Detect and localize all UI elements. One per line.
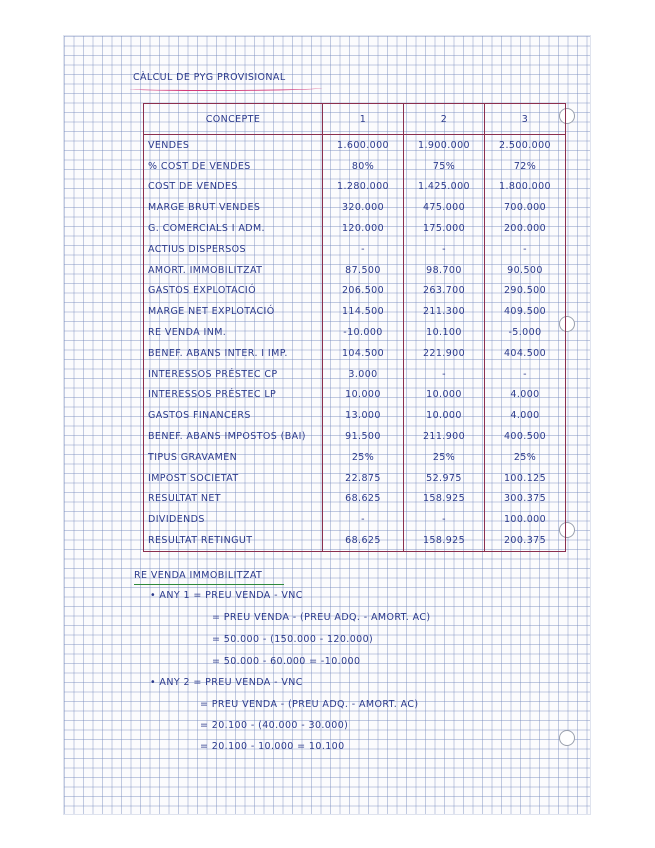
table-row xyxy=(144,197,566,218)
value-year-1: 1.280.000 xyxy=(323,177,404,198)
value-year-1: 10.000 xyxy=(323,385,404,406)
value-year-3: 409.500 xyxy=(485,301,566,322)
table-row xyxy=(144,468,566,489)
row-label: GASTOS FINANCERS xyxy=(144,405,323,426)
row-label: BENEF. ABANS INTER. I IMP. xyxy=(144,343,323,364)
value-year-3: 90.500 xyxy=(485,260,566,281)
calc-line: = 50.000 - 60.000 = -10.000 xyxy=(212,656,361,667)
row-label: RESULTAT NET xyxy=(144,489,323,510)
value-year-2: 158.925 xyxy=(404,489,485,510)
value-year-3: 290.500 xyxy=(485,281,566,302)
value-year-2: 1.425.000 xyxy=(404,177,485,198)
row-label: RESULTAT RETINGUT xyxy=(144,530,323,551)
row-label: MARGE NET EXPLOTACIÓ xyxy=(144,301,323,322)
value-year-2: 10.100 xyxy=(404,322,485,343)
table-row xyxy=(144,177,566,198)
row-label: G. COMERCIALS I ADM. xyxy=(144,218,323,239)
row-label: RE VENDA INM. xyxy=(144,322,323,343)
value-year-2: 211.300 xyxy=(404,301,485,322)
value-year-1: 68.625 xyxy=(323,530,404,551)
page-title: CÀLCUL DE PYG PROVISIONAL xyxy=(133,72,286,83)
value-year-3: 1.800.000 xyxy=(485,177,566,198)
value-year-3: 200.375 xyxy=(485,530,566,551)
row-label: INTERESSOS PRÉSTEC LP xyxy=(144,385,323,406)
header-concepte: CONCEPTE xyxy=(144,104,323,135)
header-year-3: 3 xyxy=(485,104,566,135)
value-year-1: 87.500 xyxy=(323,260,404,281)
value-year-2: 263.700 xyxy=(404,281,485,302)
table-row xyxy=(144,281,566,302)
header-year-1: 1 xyxy=(323,104,404,135)
binder-hole-icon xyxy=(559,730,575,746)
table-row xyxy=(144,322,566,343)
value-year-3: 200.000 xyxy=(485,218,566,239)
row-label: GASTOS EXPLOTACIÓ xyxy=(144,281,323,302)
value-year-3: 404.500 xyxy=(485,343,566,364)
table-row xyxy=(144,385,566,406)
value-year-2: 211.900 xyxy=(404,426,485,447)
table-row xyxy=(144,343,566,364)
value-year-3: 300.375 xyxy=(485,489,566,510)
value-year-3: 4.000 xyxy=(485,405,566,426)
table-header-row xyxy=(144,104,566,135)
value-year-2: 98.700 xyxy=(404,260,485,281)
value-year-2: 75% xyxy=(404,156,485,177)
table-row xyxy=(144,156,566,177)
header-year-2: 2 xyxy=(404,104,485,135)
value-year-2: 158.925 xyxy=(404,530,485,551)
row-label: ACTIUS DISPERSOS xyxy=(144,239,323,260)
value-year-2: - xyxy=(404,239,485,260)
value-year-2: 25% xyxy=(404,447,485,468)
value-year-2: - xyxy=(404,364,485,385)
value-year-1: 13.000 xyxy=(323,405,404,426)
calc-line: = 20.100 - (40.000 - 30.000) xyxy=(200,720,349,731)
value-year-1: - xyxy=(323,239,404,260)
value-year-1: 120.000 xyxy=(323,218,404,239)
section-underline xyxy=(134,581,284,585)
calc-line: • ANY 1 = PREU VENDA - VNC xyxy=(150,590,303,601)
value-year-1: -10.000 xyxy=(323,322,404,343)
table-row xyxy=(144,489,566,510)
value-year-1: 320.000 xyxy=(323,197,404,218)
value-year-1: 206.500 xyxy=(323,281,404,302)
table-row xyxy=(144,239,566,260)
row-label: COST DE VENDES xyxy=(144,177,323,198)
row-label: TIPUS GRAVAMEN xyxy=(144,447,323,468)
value-year-3: - xyxy=(485,239,566,260)
value-year-2: 175.000 xyxy=(404,218,485,239)
table-row xyxy=(144,509,566,530)
calc-line: • ANY 2 = PREU VENDA - VNC xyxy=(150,677,303,688)
value-year-2: 52.975 xyxy=(404,468,485,489)
row-label: % COST DE VENDES xyxy=(144,156,323,177)
value-year-3: -5.000 xyxy=(485,322,566,343)
calc-line: = 50.000 - (150.000 - 120.000) xyxy=(212,634,374,645)
value-year-1: 1.600.000 xyxy=(323,135,404,156)
table-row xyxy=(144,301,566,322)
table-row xyxy=(144,405,566,426)
value-year-3: 700.000 xyxy=(485,197,566,218)
value-year-1: 114.500 xyxy=(323,301,404,322)
section-title: RE VENDA IMMOBILITZAT xyxy=(134,570,263,581)
row-label: INTERESSOS PRÉSTEC CP xyxy=(144,364,323,385)
row-label: BENEF. ABANS IMPOSTOS (BAI) xyxy=(144,426,323,447)
calc-line: = PREU VENDA - (PREU ADQ. - AMORT. AC) xyxy=(212,612,431,623)
value-year-1: 25% xyxy=(323,447,404,468)
table-row xyxy=(144,260,566,281)
value-year-3: 400.500 xyxy=(485,426,566,447)
value-year-3: 72% xyxy=(485,156,566,177)
table-row xyxy=(144,447,566,468)
row-label: VENDES xyxy=(144,135,323,156)
calc-line: = PREU VENDA - (PREU ADQ. - AMORT. AC) xyxy=(200,699,419,710)
table-row xyxy=(144,135,566,156)
value-year-2: 10.000 xyxy=(404,405,485,426)
table-row xyxy=(144,218,566,239)
row-label: DIVIDENDS xyxy=(144,509,323,530)
row-label: AMORT. IMMOBILITZAT xyxy=(144,260,323,281)
value-year-3: 2.500.000 xyxy=(485,135,566,156)
calc-line: = 20.100 - 10.000 = 10.100 xyxy=(200,741,345,752)
table-row xyxy=(144,364,566,385)
value-year-1: 91.500 xyxy=(323,426,404,447)
value-year-2: - xyxy=(404,509,485,530)
value-year-2: 10.000 xyxy=(404,385,485,406)
table-row xyxy=(144,426,566,447)
row-label: MARGE BRUT VENDES xyxy=(144,197,323,218)
value-year-3: - xyxy=(485,364,566,385)
value-year-3: 100.000 xyxy=(485,509,566,530)
value-year-1: 3.000 xyxy=(323,364,404,385)
row-label: IMPOST SOCIETAT xyxy=(144,468,323,489)
pyg-table xyxy=(143,103,566,552)
value-year-1: 80% xyxy=(323,156,404,177)
value-year-2: 221.900 xyxy=(404,343,485,364)
value-year-3: 100.125 xyxy=(485,468,566,489)
value-year-3: 25% xyxy=(485,447,566,468)
value-year-2: 1.900.000 xyxy=(404,135,485,156)
table-row xyxy=(144,530,566,551)
value-year-2: 475.000 xyxy=(404,197,485,218)
value-year-3: 4.000 xyxy=(485,385,566,406)
value-year-1: 104.500 xyxy=(323,343,404,364)
value-year-1: 68.625 xyxy=(323,489,404,510)
value-year-1: 22.875 xyxy=(323,468,404,489)
value-year-1: - xyxy=(323,509,404,530)
